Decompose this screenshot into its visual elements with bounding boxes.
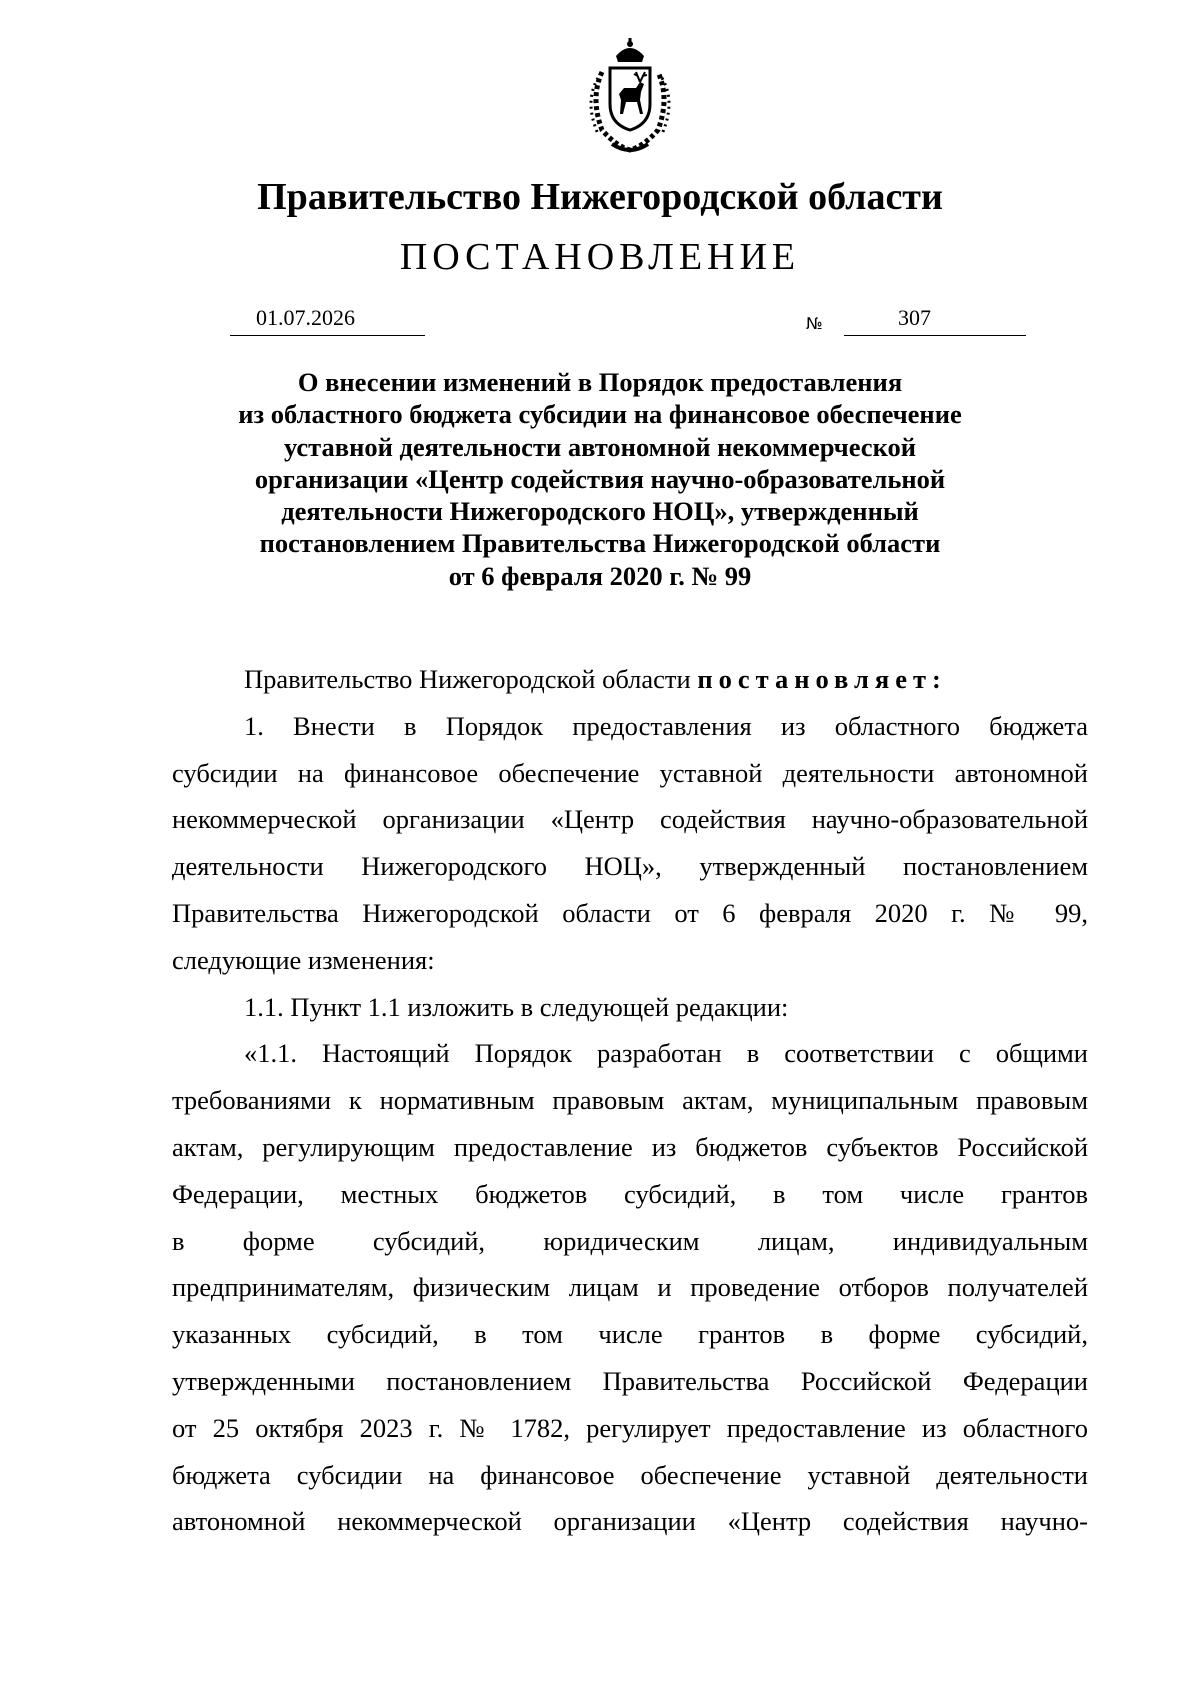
body-line: следующие изменения: <box>172 944 435 975</box>
preamble-emphasis: постановляет: <box>697 664 947 694</box>
coat-of-arms-emblem <box>572 38 688 156</box>
body-line: бюджета субсидии на финансовое обеспечение уставной деятельности <box>172 1459 1088 1490</box>
document-body <box>172 656 1088 1545</box>
title-line: от 6 февраля 2020 г. № 99 <box>448 560 752 591</box>
organization-name: Правительство Нижегородской области <box>257 176 943 218</box>
body-line: некоммерческой организации «Центр содействия научно-образовательной <box>172 804 1088 835</box>
title-line: организации «Центр содействия научно-образовательной <box>254 463 946 494</box>
document-date: 01.07.2026 <box>256 305 355 330</box>
title-line: уставной деятельности автономной некоммерческой <box>283 431 917 462</box>
body-line: от 25 октября 2023 г. № 1782, регулирует предоставление из областного <box>172 1412 1088 1443</box>
body-line: автономной некоммерческой организации «Центр содействия научно- <box>172 1506 1088 1537</box>
title-line: из областного бюджета субсидии на финансовое обеспечение <box>238 399 962 430</box>
preamble-text: Правительство Нижегородской области <box>244 664 698 694</box>
title-line: постановлением Правительства Нижегородской области <box>259 528 941 559</box>
body-line: требованиями к нормативным правовым актам, муниципальным правовым <box>172 1085 1088 1116</box>
body-line: Правительства Нижегородской области от 6 февраля 2020 г. № 99, <box>172 897 1088 928</box>
body-line: Федерации, местных бюджетов субсидий, в том числе грантов <box>172 1178 1088 1209</box>
body-line: 1. Внести в Порядок предоставления из областного бюджета <box>244 710 1088 741</box>
body-line: в форме субсидий, юридическим лицам, индивидуальным <box>172 1225 1088 1256</box>
document-date-field <box>230 303 425 336</box>
body-line: «1.1. Настоящий Порядок разработан в соответствии с общими <box>244 1038 1088 1069</box>
number-label: № <box>806 314 823 333</box>
preamble <box>172 656 1088 703</box>
title-line: О внесении изменений в Порядок предоставления <box>297 367 903 397</box>
body-line: указанных субсидий, в том числе грантов в форме субсидий, <box>172 1319 1088 1350</box>
document-title <box>200 366 1000 592</box>
document-type: ПОСТАНОВЛЕНИЕ <box>399 236 801 278</box>
title-line: деятельности Нижегородского НОЦ», утвержденный <box>281 496 919 527</box>
body-line: актам, регулирующим предоставление из бюджетов субъектов Российской <box>172 1131 1088 1162</box>
document-number: 307 <box>898 305 931 330</box>
body-line: деятельности Нижегородского НОЦ», утвержденный постановлением <box>172 851 1088 882</box>
document-number-field <box>844 303 1026 336</box>
body-line: субсидии на финансовое обеспечение уставной деятельности автономной <box>172 757 1088 788</box>
body-line: предпринимателям, физическим лицам и проведение отборов получателей <box>172 1272 1088 1303</box>
body-line: утвержденными постановлением Правительства Российской Федерации <box>172 1365 1088 1396</box>
body-line: 1.1. Пункт 1.1 изложить в следующей редакции: <box>244 991 789 1022</box>
